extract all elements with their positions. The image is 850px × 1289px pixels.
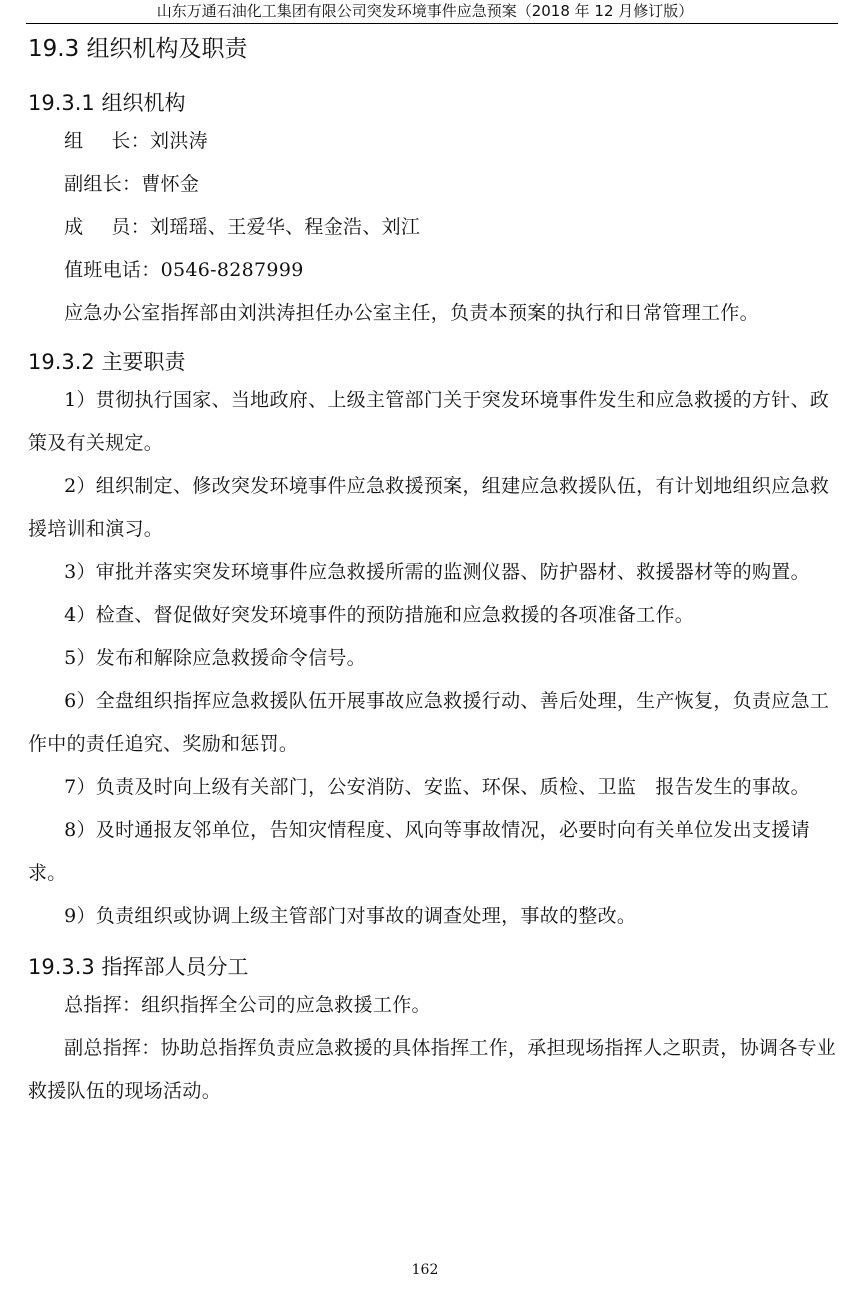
duty-item: 2）组织制定、修改突发环境事件应急救援预案，组建应急救援队伍，有计划地组织应急救援培训和演习。: [28, 475, 830, 540]
deputy-line: [28, 163, 840, 206]
deputy-name: 曹怀金: [141, 173, 200, 195]
members-label-2: 员：: [111, 216, 151, 238]
duty-item: 8）及时通报友邻单位，告知灾情程度、风向等事故情况，必要时向有关单位发出支援请求。: [28, 819, 810, 884]
org-list: [28, 120, 840, 335]
section-title: 19.3 组织机构及职责: [28, 36, 248, 62]
document-body: [28, 26, 840, 1113]
header-rule: [26, 23, 838, 24]
role-item: 总指挥：组织指挥全公司的应急救援工作。: [64, 994, 431, 1016]
duty-phone: 0546-8287999: [160, 259, 304, 281]
page-number: 162: [411, 1262, 439, 1278]
duties-list: [28, 379, 840, 938]
leader-label-1: 组: [64, 130, 84, 152]
duty-item: 3）审批并落实突发环境事件应急救援所需的监测仪器、防护器材、救援器材等的购置。: [64, 561, 810, 583]
office-note: 应急办公室指挥部由刘洪涛担任办公室主任，负责本预案的执行和日常管理工作。: [64, 302, 759, 324]
members-line: [28, 206, 840, 249]
role-item: 副总指挥：协助总指挥负责应急救援的具体指挥工作，承担现场指挥人之职责，协调各专业救援队伍的现场活动。: [28, 1037, 837, 1102]
duty-phone-label: 值班电话：: [64, 259, 161, 281]
org-section-title: 19.3.1 组织机构: [28, 91, 186, 115]
leader-name: 刘洪涛: [150, 130, 208, 152]
members-names: 刘瑶瑶、王爱华、程金浩、刘江: [150, 216, 421, 238]
duty-item: 1）贯彻执行国家、当地政府、上级主管部门关于突发环境事件发生和应急救援的方针、政策及有关规定。: [28, 389, 830, 454]
duty-phone-line: [28, 249, 840, 292]
duty-item: 4）检查、督促做好突发环境事件的预防措施和应急救援的各项准备工作。: [64, 604, 695, 626]
leader-label-2: 长：: [111, 130, 151, 152]
duty-item: 9）负责组织或协调上级主管部门对事故的调查处理，事故的整改。: [64, 905, 637, 927]
duty-item: 6）全盘组织指挥应急救援队伍开展事故应急救援行动、善后处理，生产恢复，负责应急工作中的责任追究、奖励和惩罚。: [28, 690, 830, 755]
duty-item: 5）发布和解除应急救援命令信号。: [64, 647, 366, 669]
page-header: 山东万通石油化工集团有限公司突发环境事件应急预案（2018 年 12 月修订版）: [156, 2, 694, 20]
roles-list: [28, 984, 840, 1113]
leader-line: [28, 120, 840, 163]
duty-item: 7）负责及时向上级有关部门，公安消防、安监、环保、质检、卫监 报告发生的事故。: [64, 776, 810, 798]
members-label-1: 成: [64, 216, 84, 238]
deputy-label: 副组长：: [64, 173, 142, 195]
duties-section-title: 19.3.2 主要职责: [28, 350, 186, 374]
roles-section-title: 19.3.3 指挥部人员分工: [28, 955, 249, 979]
